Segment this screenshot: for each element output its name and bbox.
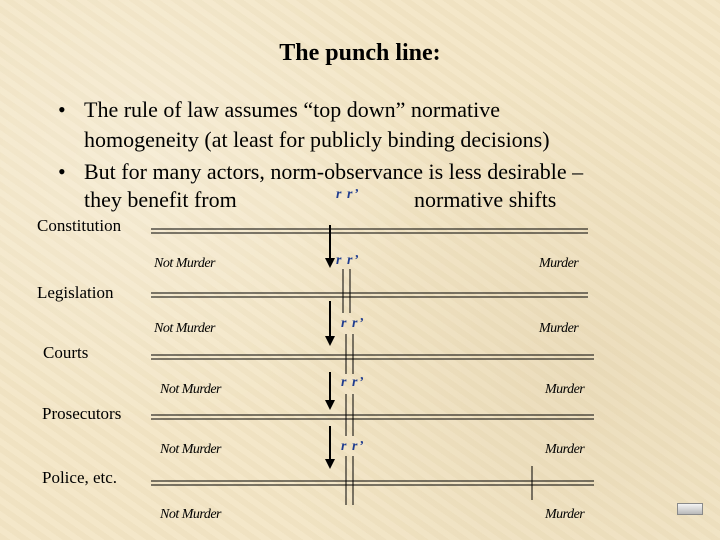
level-legislation: Legislation — [37, 283, 114, 302]
shift-symbol: r r’ — [341, 316, 365, 331]
murder-label: Murder — [539, 321, 579, 336]
level-constitution: Constitution — [37, 216, 122, 235]
level-courts: Courts — [43, 343, 89, 362]
slide-title: The punch line: — [279, 40, 441, 66]
not-murder-label: Not Murder — [154, 256, 215, 271]
shift-symbol: r r’ — [341, 375, 365, 390]
bullet-1-line-1: The rule of law assumes “top down” normative — [84, 97, 501, 122]
navigation-button-icon[interactable] — [677, 503, 703, 515]
bullet-1-line-2: homogeneity (at least for publicly binding decisions) — [84, 127, 550, 152]
bullet-2-line-2-right: normative shifts — [414, 187, 557, 212]
boundary-segment-2 — [346, 334, 353, 374]
level-line-constitution — [151, 229, 588, 233]
bullet-dot: • — [58, 159, 66, 184]
murder-label: Murder — [545, 442, 585, 457]
shift-symbol: r r’ — [336, 187, 360, 202]
bullet-2-line-1: But for many actors, norm-observance is less desirable – — [84, 159, 584, 184]
murder-label: Murder — [539, 256, 579, 271]
level-line-courts — [151, 355, 594, 359]
down-arrow-icon — [325, 225, 335, 268]
level-prosecutors: Prosecutors — [42, 404, 122, 423]
level-line-police — [151, 481, 594, 485]
level-line-prosecutors — [151, 415, 594, 419]
bullet-dot: • — [58, 97, 66, 122]
bullet-2-line-2-left: they benefit from — [84, 187, 237, 212]
down-arrow-icon — [325, 301, 335, 346]
level-line-legislation — [151, 293, 588, 297]
not-murder-label: Not Murder — [160, 442, 221, 457]
not-murder-label: Not Murder — [160, 507, 221, 522]
boundary-segment-1 — [343, 269, 350, 313]
level-police: Police, etc. — [42, 468, 118, 487]
murder-label: Murder — [545, 507, 585, 522]
not-murder-label: Not Murder — [160, 382, 221, 397]
down-arrow-icon — [325, 372, 335, 410]
not-murder-label: Not Murder — [154, 321, 215, 336]
shift-symbol: r r’ — [341, 439, 365, 454]
murder-label: Murder — [545, 382, 585, 397]
shift-symbol: r r’ — [336, 253, 360, 268]
down-arrow-icon — [325, 426, 335, 469]
